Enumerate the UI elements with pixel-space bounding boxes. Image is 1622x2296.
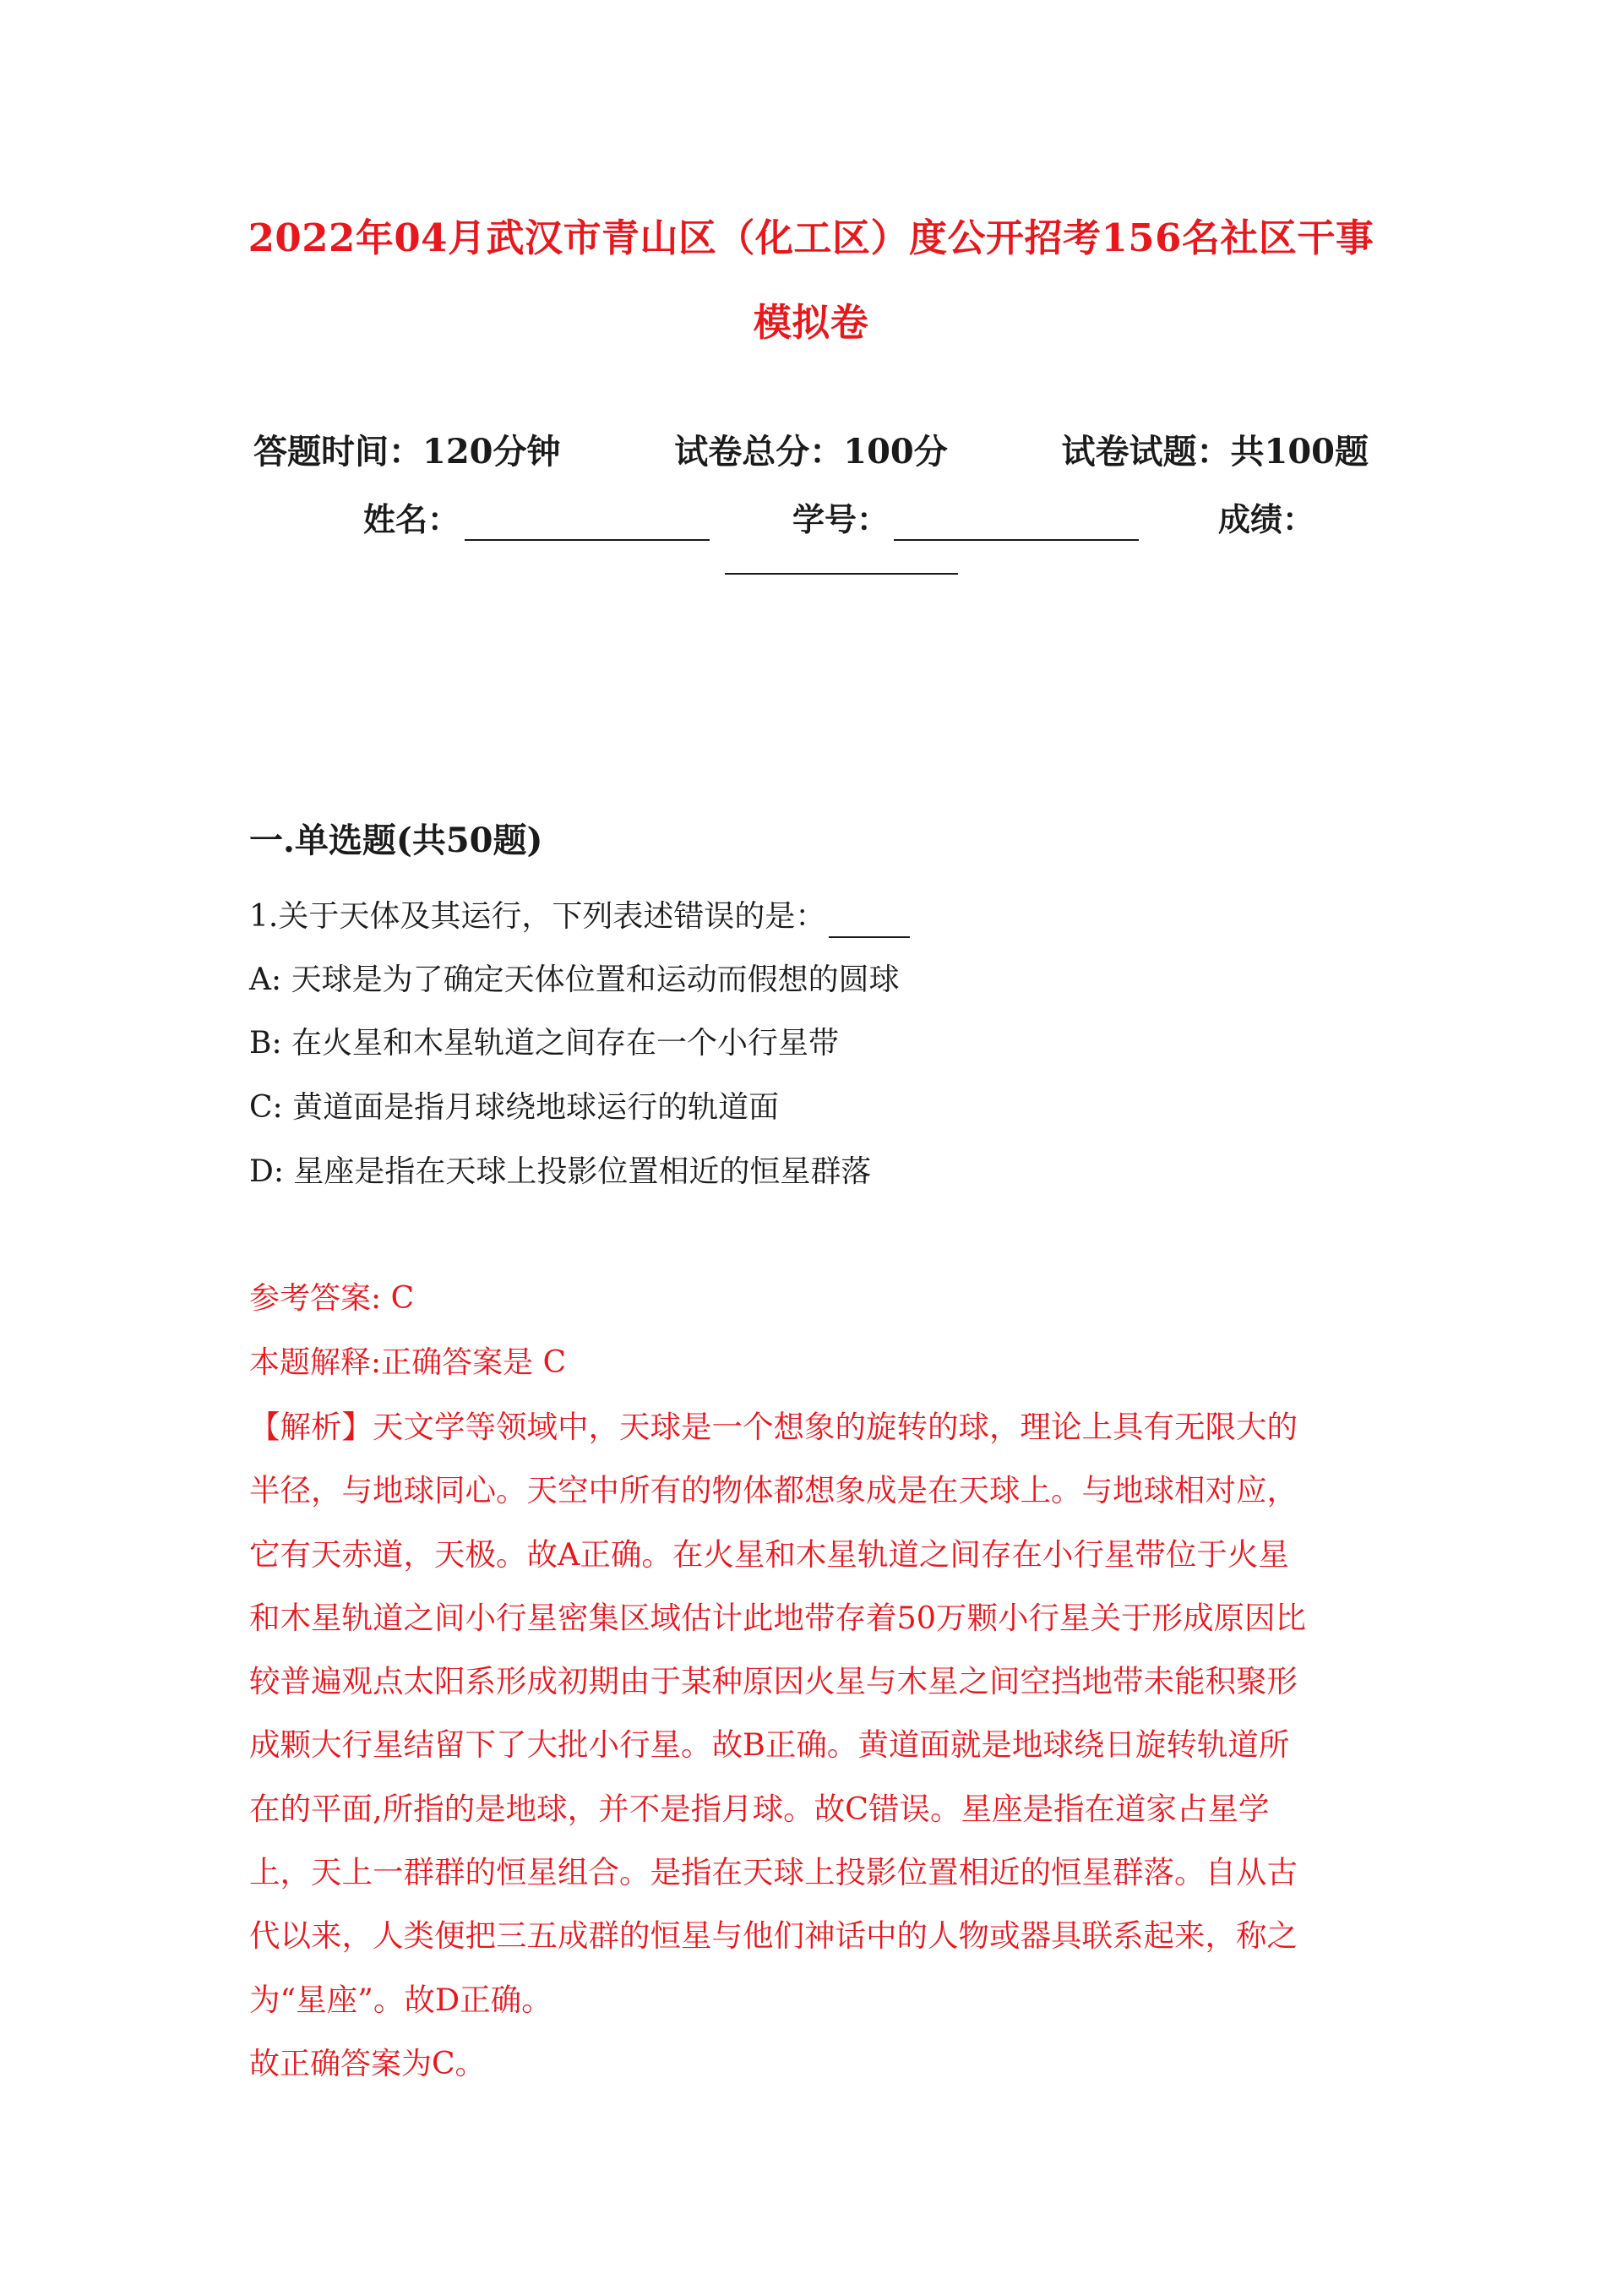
analysis-paragraph <box>249 1395 1381 2031</box>
analysis-line: 成颗大行星结留下了大批小行星。故B正确。黄道面就是地球绕日旋转轨道所 <box>249 1726 1290 1764</box>
exam-title-line-2: 模拟卷 <box>753 300 869 345</box>
analysis-line: 上，天上一群群的恒星组合。是指在天球上投影位置相近的恒星群落。自从古 <box>249 1854 1298 1891</box>
analysis-line: 为“星座”。故D正确。 <box>249 1981 552 2018</box>
name-label: 姓名： <box>363 500 460 538</box>
exam-meta-row <box>253 428 1369 476</box>
option-d: D: 星座是指在天球上投影位置相近的恒星群落 <box>249 1154 872 1189</box>
student-id-label: 学号： <box>792 500 890 538</box>
analysis-line: 【解析】天文学等领域中，天球是一个想象的旋转的球，理论上具有无限大的 <box>249 1409 1298 1445</box>
analysis-line: 较普遍观点太阳系形成初期由于某种原因火星与木星之间空挡地带未能积聚形 <box>249 1663 1298 1700</box>
exam-title-line-1: 2022年04月武汉市青山区（化工区）度公开招考156名社区干事 <box>248 215 1374 260</box>
exam-total-score: 试卷总分：100分 <box>674 432 948 472</box>
section-title: 一.单选题(共50题) <box>249 821 543 860</box>
analysis-line: 在的平面,所指的是地球，并不是指月球。故C错误。星座是指在道家占星学 <box>249 1790 1270 1827</box>
reference-answer: 参考答案: C <box>249 1281 415 1316</box>
analysis-line: 它有天赤道，天极。故A正确。在火星和木星轨道之间存在小行星带位于火星 <box>249 1535 1289 1573</box>
analysis-line: 半径，与地球同心。天空中所有的物体都想象成是在天球上。与地球相对应， <box>249 1472 1298 1509</box>
score-label: 成绩： <box>1218 500 1315 538</box>
name-blank-line <box>465 504 710 541</box>
exam-question-count: 试卷试题：共100题 <box>1061 432 1369 472</box>
score-field <box>1218 499 1314 541</box>
name-field <box>363 499 710 541</box>
analysis-line: 和木星轨道之间小行星密集区域估计此地带存着50万颗小行星关于形成原因比 <box>249 1599 1306 1636</box>
exam-time: 答题时间：120分钟 <box>253 432 561 472</box>
final-answer: 故正确答案为C。 <box>249 2047 486 2081</box>
question-stem-text: 1.关于天体及其运行，下列表述错误的是： <box>249 899 826 934</box>
score-blank-line <box>725 532 958 575</box>
answer-blank <box>829 903 910 938</box>
analysis-line: 代以来，人类便把三五成群的恒星与他们神话中的人物或器具联系起来，称之 <box>249 1917 1298 1955</box>
option-a: A: 天球是为了确定天体位置和运动而假想的圆球 <box>249 963 900 997</box>
option-b: B: 在火星和木星轨道之间存在一个小行星带 <box>249 1026 840 1061</box>
explanation-intro: 本题解释:正确答案是 C <box>249 1345 567 1380</box>
option-c: C: 黄道面是指月球绕地球运行的轨道面 <box>249 1090 780 1125</box>
question-stem <box>249 896 910 938</box>
